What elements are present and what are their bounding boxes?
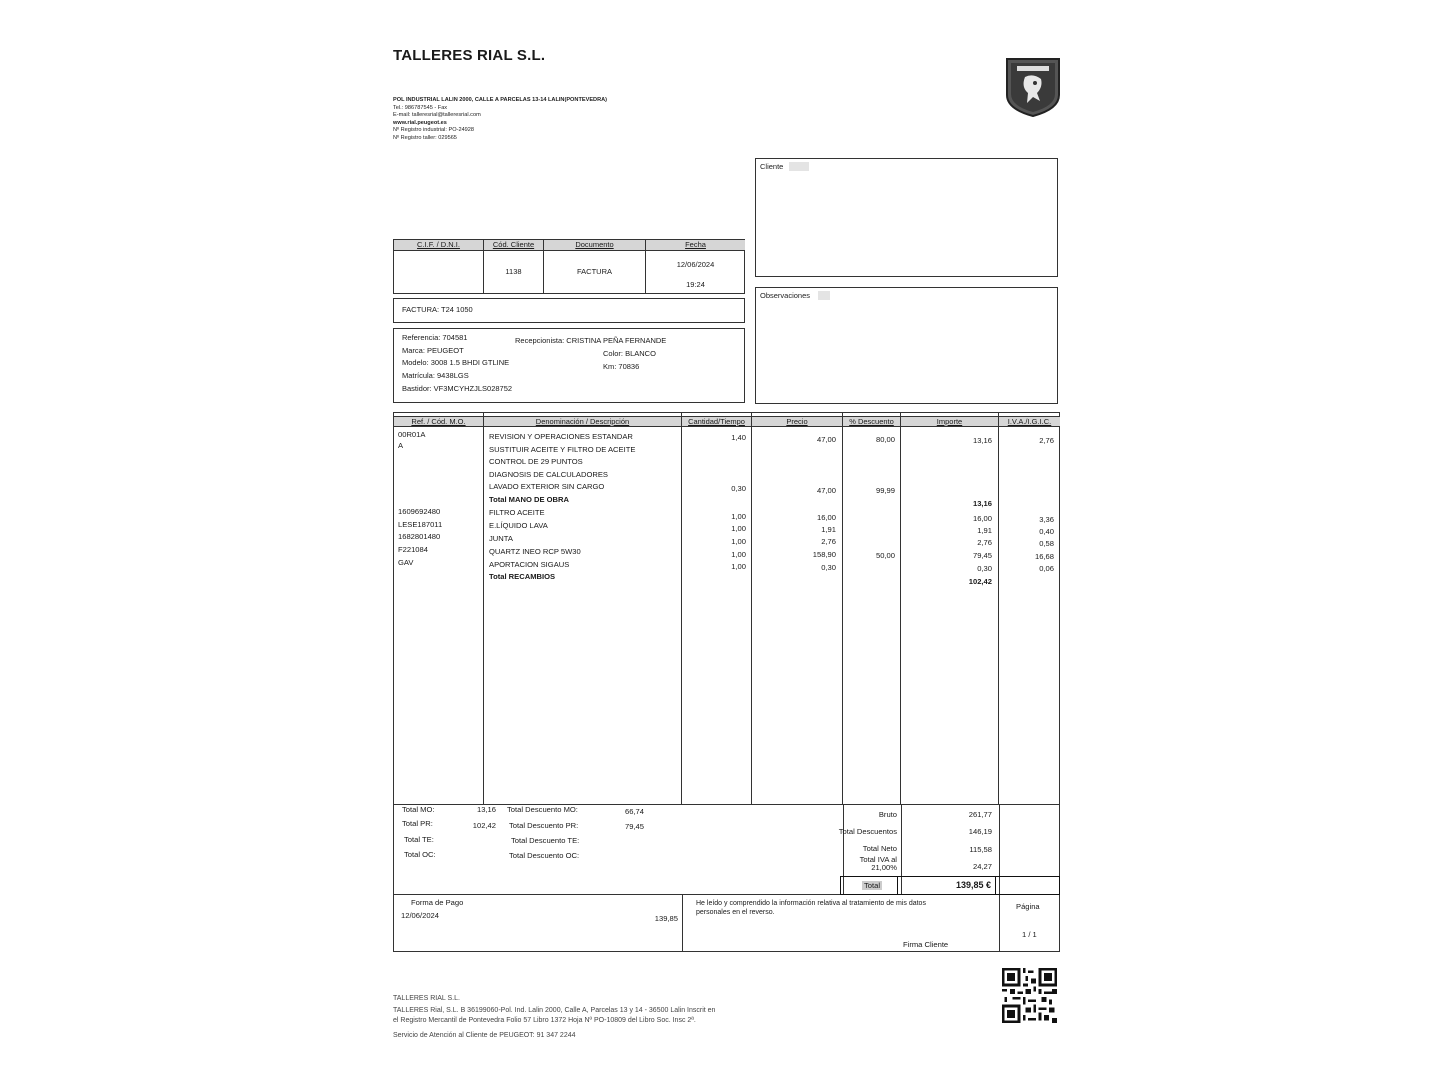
item-amount: 0,30 bbox=[977, 564, 992, 573]
item-vat: 0,58 bbox=[1039, 539, 1054, 548]
cif-cell bbox=[394, 240, 484, 293]
cif-value bbox=[394, 251, 483, 293]
company-address: POL INDUSTRIAL LALIN 2000, CALLE A PARCELAS 13-14 LALIN(PONTEVEDRA) bbox=[393, 97, 608, 103]
footer-legal-line2: el Registro Mercantil de Pontevedra Folio 57 Libro 1372 Hoja Nº PO-10809 del Libro Soc. Insc 2ª. bbox=[393, 1017, 696, 1024]
item-vat: 0,40 bbox=[1039, 527, 1054, 536]
col-amount-header: Importe bbox=[901, 416, 998, 427]
item-vat: 3,36 bbox=[1039, 515, 1054, 524]
col-vat bbox=[999, 413, 1060, 804]
client-code-value: 1138 bbox=[505, 267, 522, 276]
item-price: 47,00 bbox=[816, 486, 836, 495]
payment-divider bbox=[682, 895, 683, 951]
vehicle-color: Color: BLANCO bbox=[603, 349, 656, 358]
col-qty bbox=[682, 413, 752, 804]
vehicle-reference: Referencia: 704581 bbox=[402, 333, 468, 342]
item-description: REVISION Y OPERACIONES ESTANDAR bbox=[489, 432, 633, 441]
footer-customer-service: Servicio de Atención al Cliente de PEUGEOT: 91 347 2244 bbox=[393, 1032, 576, 1039]
observations-box bbox=[755, 287, 1058, 404]
col-desc-header: Denominación / Descripción bbox=[484, 416, 681, 427]
total-discounts-value: 146,19 bbox=[968, 827, 992, 836]
ref-code: A bbox=[398, 441, 404, 450]
item-quantity: 1,00 bbox=[731, 537, 746, 546]
company-web: www.rial.peugeot.es bbox=[393, 119, 447, 126]
col-amount bbox=[901, 413, 999, 804]
payment-divider bbox=[999, 895, 1000, 951]
total-te-label: Total TE: bbox=[404, 835, 434, 844]
ref-code: 1682801480 bbox=[398, 532, 441, 541]
discount-pr-label: Total Descuento PR: bbox=[509, 821, 579, 830]
item-vat: 2,76 bbox=[1039, 436, 1054, 445]
observations-label: Observaciones bbox=[760, 291, 811, 300]
total-mo-value: 13,16 bbox=[476, 805, 496, 814]
discount-te-label: Total Descuento TE: bbox=[511, 836, 580, 845]
item-description: JUNTA bbox=[489, 534, 513, 543]
total-pr-label: Total PR: bbox=[402, 819, 433, 828]
date-header: Fecha bbox=[646, 240, 745, 251]
client-code-header: Cód. Cliente bbox=[484, 240, 543, 251]
item-description: DIAGNOSIS DE CALCULADORES bbox=[489, 470, 608, 479]
item-discount: 99,99 bbox=[875, 486, 895, 495]
peugeot-lion-logo-icon bbox=[1003, 55, 1063, 118]
discount-pr-value: 79,45 bbox=[625, 822, 645, 831]
total-pr-value: 102,42 bbox=[472, 821, 496, 830]
document-type-cell bbox=[544, 240, 646, 293]
document-type-header: Documento bbox=[544, 240, 645, 251]
col-qty-header: Cantidad/Tiempo bbox=[682, 416, 751, 427]
grand-total-value: 139,85 € bbox=[955, 880, 991, 890]
col-discount-header: % Descuento bbox=[843, 416, 900, 427]
vehicle-vin: Bastidor: VF3MCYHZJLS028752 bbox=[402, 384, 513, 393]
grand-total-label: Total bbox=[864, 881, 881, 890]
invoice-number: FACTURA: T24 1050 bbox=[402, 305, 473, 314]
items-table bbox=[393, 412, 1060, 805]
item-discount: 80,00 bbox=[875, 435, 895, 444]
item-quantity: 1,00 bbox=[731, 550, 746, 559]
ref-code: LESE187011 bbox=[398, 520, 443, 529]
item-amount: 2,76 bbox=[977, 538, 992, 547]
net-total-label: Total Neto bbox=[862, 844, 897, 853]
item-price: 47,00 bbox=[816, 435, 836, 444]
col-price bbox=[752, 413, 843, 804]
vehicle-km: Km: 70836 bbox=[603, 362, 640, 371]
parts-total-amount: 102,42 bbox=[968, 577, 992, 586]
item-quantity: 1,00 bbox=[731, 562, 746, 571]
qr-code-icon bbox=[1002, 968, 1057, 1023]
customer-signature-label: Firma Cliente bbox=[903, 940, 949, 949]
company-email: E-mail: talleresrial@talleresrial.com bbox=[393, 112, 481, 118]
ref-code: 00R01A bbox=[398, 430, 426, 439]
item-price: 0,30 bbox=[821, 563, 836, 572]
labour-total-label: Total MANO DE OBRA bbox=[489, 495, 570, 504]
payment-section bbox=[393, 895, 1060, 952]
item-price: 16,00 bbox=[816, 513, 836, 522]
item-quantity: 1,00 bbox=[731, 512, 746, 521]
discount-oc-label: Total Descuento OC: bbox=[509, 851, 580, 860]
payment-date: 12/06/2024 bbox=[401, 911, 440, 920]
gross-value: 261,77 bbox=[968, 810, 992, 819]
item-description: APORTACION SIGAUS bbox=[489, 560, 570, 569]
document-type-value: FACTURA bbox=[576, 267, 612, 276]
col-ref-header: Ref. / Cód. M.O. bbox=[394, 416, 483, 427]
cif-header: C.I.F. / D.N.I. bbox=[394, 240, 483, 251]
date-value: 12/06/2024 19:24 bbox=[646, 251, 745, 293]
item-quantity: 1,40 bbox=[731, 433, 746, 442]
page-label: Página bbox=[1016, 902, 1040, 911]
client-box bbox=[755, 158, 1058, 277]
payment-amount: 139,85 bbox=[654, 914, 678, 923]
date-cell bbox=[646, 240, 745, 293]
ref-code: 1609692480 bbox=[398, 507, 441, 516]
parts-total-label: Total RECAMBIOS bbox=[489, 572, 556, 581]
total-oc-label: Total OC: bbox=[404, 850, 436, 859]
invoice-number-box bbox=[393, 298, 745, 323]
item-quantity: 0,30 bbox=[731, 484, 746, 493]
total-mo-label: Total MO: bbox=[402, 805, 435, 814]
ref-code: F221084 bbox=[398, 545, 428, 554]
item-price: 2,76 bbox=[821, 537, 836, 546]
totals-section bbox=[393, 805, 1060, 895]
page-number: 1 / 1 bbox=[1022, 930, 1037, 939]
item-description: SUSTITUIR ACEITE Y FILTRO DE ACEITE bbox=[489, 445, 636, 454]
company-name: TALLERES RIAL S.L. bbox=[393, 47, 546, 64]
legal-notice-line1: He leído y comprendido la información relativa al tratamiento de mis datos bbox=[696, 900, 926, 907]
col-vat-header: I.V.A./I.G.I.C. bbox=[999, 416, 1060, 427]
item-price: 158,90 bbox=[812, 550, 836, 559]
gross-label: Bruto bbox=[878, 810, 897, 819]
item-amount: 1,91 bbox=[977, 526, 992, 535]
time-value: 19:24 bbox=[686, 280, 705, 289]
document-header-table bbox=[393, 239, 745, 294]
client-code-cell bbox=[484, 240, 544, 293]
col-ref bbox=[394, 413, 484, 804]
observations-redacted-block bbox=[818, 291, 830, 300]
item-description: LAVADO EXTERIOR SIN CARGO bbox=[489, 482, 605, 491]
col-discount bbox=[843, 413, 901, 804]
vehicle-info-box bbox=[393, 328, 745, 403]
client-redacted-block bbox=[789, 162, 809, 171]
client-label: Cliente bbox=[760, 162, 784, 171]
item-description: QUARTZ INEO RCP 5W30 bbox=[489, 547, 581, 556]
footer-legal-line1: TALLERES Rial, S.L. B 36199060-Pol. Ind. Lalin 2000, Calle A, Parcelas 13 y 14 - 36500 Lalin Inscrit en bbox=[393, 1007, 716, 1014]
item-description: E.LÍQUIDO LAVA bbox=[489, 521, 548, 530]
item-amount: 16,00 bbox=[972, 514, 992, 523]
col-price-header: Precio bbox=[752, 416, 842, 427]
footer-company: TALLERES RIAL S.L. bbox=[393, 995, 460, 1002]
item-vat: 16,68 bbox=[1034, 552, 1054, 561]
total-discounts-label: Total Descuentos bbox=[838, 827, 897, 836]
grand-total-box bbox=[840, 876, 1060, 895]
vehicle-brand: Marca: PEUGEOT bbox=[402, 346, 464, 355]
item-quantity: 1,00 bbox=[731, 524, 746, 533]
ref-code: GAV bbox=[398, 558, 414, 567]
company-reg-industrial: Nº Registro industrial: PO-24928 bbox=[393, 127, 475, 133]
company-reg-taller: Nº Registro taller: 029565 bbox=[393, 134, 457, 141]
vehicle-model: Modelo: 3008 1.5 BHDI GTLINE bbox=[402, 358, 510, 367]
company-phone: Tel.: 986787545 - Fax bbox=[393, 104, 448, 111]
item-amount: 13,16 bbox=[972, 436, 992, 445]
company-info bbox=[393, 97, 607, 142]
item-vat: 0,06 bbox=[1039, 564, 1054, 573]
legal-notice-line2: personales en el reverso. bbox=[696, 909, 775, 916]
receptionist: Recepcionista: CRISTINA PEÑA FERNANDE bbox=[515, 336, 667, 345]
vat-total-label: Total IVA al 21,00% bbox=[859, 855, 897, 872]
labour-total-amount: 13,16 bbox=[972, 499, 992, 508]
item-price: 1,91 bbox=[821, 525, 836, 534]
item-description: CONTROL DE 29 PUNTOS bbox=[489, 457, 583, 466]
vehicle-plate: Matrícula: 9438LGS bbox=[402, 371, 469, 380]
vat-total-value: 24,27 bbox=[972, 862, 992, 871]
net-total-value: 115,58 bbox=[969, 845, 992, 854]
discount-mo-label: Total Descuento MO: bbox=[507, 805, 578, 814]
item-amount: 79,45 bbox=[972, 551, 992, 560]
payment-method-label: Forma de Pago bbox=[411, 898, 464, 907]
item-discount: 50,00 bbox=[875, 551, 895, 560]
item-description: FILTRO ACEITE bbox=[489, 508, 545, 517]
discount-mo-value: 66,74 bbox=[625, 807, 645, 816]
